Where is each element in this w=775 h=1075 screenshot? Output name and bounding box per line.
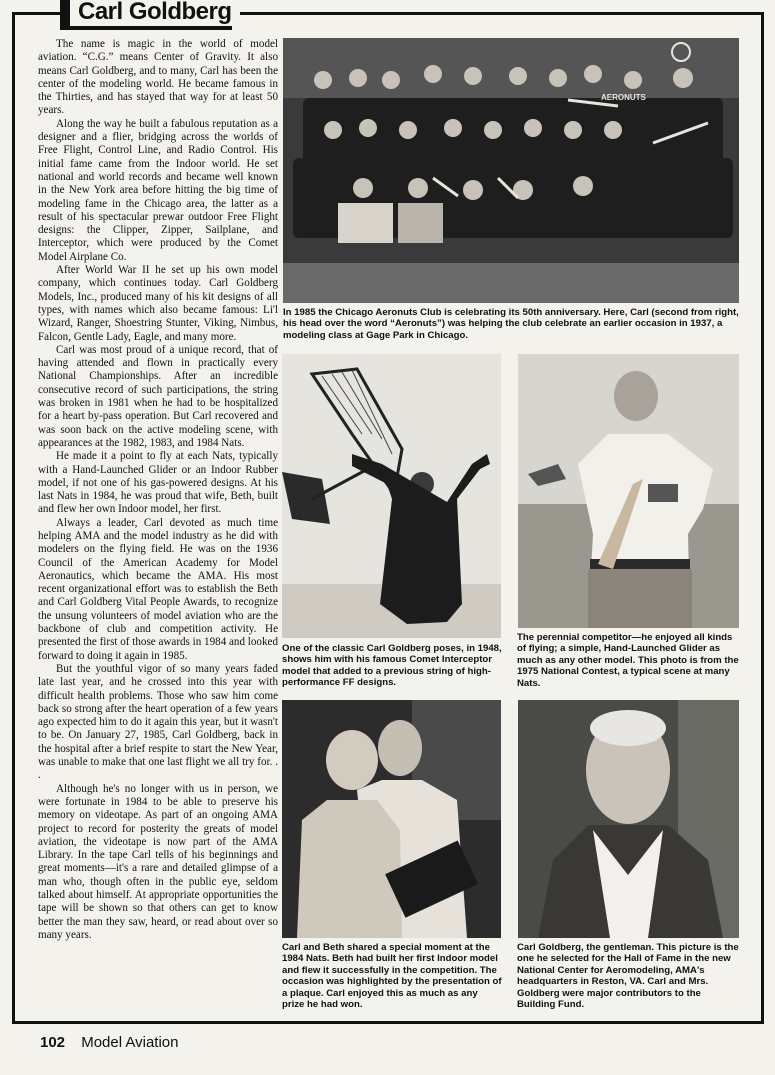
aeronuts-sign: AERONUTS: [601, 93, 646, 102]
paragraph: But the youthful vigor of so many years faded late last year, and he crossed into this year with difficult health problems. Those who saw him come back so strong after the heart operation of a few years ago expected him to do it again this year, but it wasn't to be. On January 27, 1985, Carl Goldberg, back in the hospital after a brief respite to start the New Year, was unable to make that one last flight we all try for. . .: [38, 662, 278, 782]
group-photo: [283, 38, 739, 303]
page-number: 102: [40, 1034, 66, 1051]
paragraph: Although he's no longer with us in person, we were fortunate in 1984 to be able to preserve his memory on videotape. As part of an ongoing AMA project to record for posterity the greats of model aviation, the videotape is now part of the AMA Library. In the tape Carl tells of his beginnings and great moments—it's a rare and detailed glimpse of a man who, though often in the public eye, seldom talked about himself. At appropriate opportunities the tape will be shown so that others can get to know better the man they saw, heard, or read about over so many years.: [38, 782, 278, 941]
magazine-name: Model Aviation: [81, 1034, 179, 1051]
caption-glider: The perennial competitor—he enjoyed all kinds of flying; a simple, Hand-Launched Glider as much as any other model. This photo is from the 1975 National Contest, a typical scene at many Nats.: [517, 632, 739, 689]
interceptor-pose-photo: [282, 354, 501, 638]
paragraph: After World War II he set up his own model company, which continues today. Carl Goldberg Models, Inc., produced many of his kit designs of all types, with names which also became famous: Li'l Wizard, Ranger, Shoestring Stunter, Viking, Nimbus, Falcon, Gentle Lady, Eagle, and many more.: [38, 264, 278, 343]
caption-pose: One of the classic Carl Goldberg poses, in 1948, shows him with his famous Comet Interceptor model that added to a previous string of high-performance FF designs.: [282, 643, 502, 689]
paragraph: Always a leader, Carl devoted as much time helping AMA and the model industry as he did with modelers on the flying field. He was on the 1936 Council of the American Academy for Model Aeronautics, which became the AMA. His most recent organizational effort was to establish the Beth and Carl Goldberg Vital People Awards, to recognize the unsung volunteers of model aviation who are the backbone of club and competition activity. He presented the first of those awards in 1984 and looked forward to doing it again in 1985.: [38, 516, 278, 662]
portrait-photo: [518, 700, 739, 938]
paragraph: Along the way he built a fabulous reputation as a designer and a flier, bridging across the worlds of Free Flight, Control Line, and Radio Control. His initial fame came from the Indoor world. He set national and world records and became well known in the New York area before hitting the big time of modeling fame in the Chicago area, the latter as a result of his spectacular prewar outdoor Free Flight designs: the Clipper, Zipper, Sailplane, and Interceptor, which were produced by the Comet Model Airplane Co.: [38, 117, 278, 263]
page-footer: [40, 1034, 179, 1051]
carl-beth-photo: [282, 700, 501, 938]
article-body: [38, 38, 278, 942]
paragraph: The name is magic in the world of model aviation. “C.G.” means Center of Gravity. It also means Carl Goldberg, and to many, Carl has been the center of the modeling world. He became famous in the Thirties, and has stayed that way for at least 50 years.: [38, 38, 278, 117]
paragraph: Carl was most proud of a unique record, that of having attended and flown in practically every National Championships. After an incredible consecutive record of such participations, the string was broken in 1981 when he had to be hospitalized for a heart by-pass operation. But Carl recovered and was soon back on the active modeling scene, with appearances at the 1982, 1983, and 1984 Nats.: [38, 343, 278, 449]
caption-group: In 1985 the Chicago Aeronuts Club is celebrating its 50th anniversary. Here, Carl (second from right, his head over the word “Aeronuts”) was helping the club celebrate an earlier occasion in 1937, a modeling class at Gage Park in Chicago.: [283, 307, 739, 341]
article-title: Carl Goldberg: [70, 0, 240, 26]
caption-beth: Carl and Beth shared a special moment at the 1984 Nats. Beth had built her first Indoor model and flew it successfully in the competition. The occasion was highlighted by the presentation of a plaque. Carl enjoyed this as much as any prize he had won.: [282, 942, 502, 1011]
glider-photo: [518, 354, 739, 628]
caption-portrait: Carl Goldberg, the gentleman. This picture is the one he selected for the Hall of Fame in the new National Center for Aeromodeling, AMA's headquarters in Reston, VA. Carl and Mrs. Goldberg were major contributors to the Building Fund.: [517, 942, 739, 1011]
paragraph: He made it a point to fly at each Nats, typically with a Hand-Launched Glider or an Indoor Rubber model, if not one of his gas-powered designs. At his last Nats in 1984, he was proud that wife, Beth, built and flew her own Indoor model, her first.: [38, 450, 278, 516]
